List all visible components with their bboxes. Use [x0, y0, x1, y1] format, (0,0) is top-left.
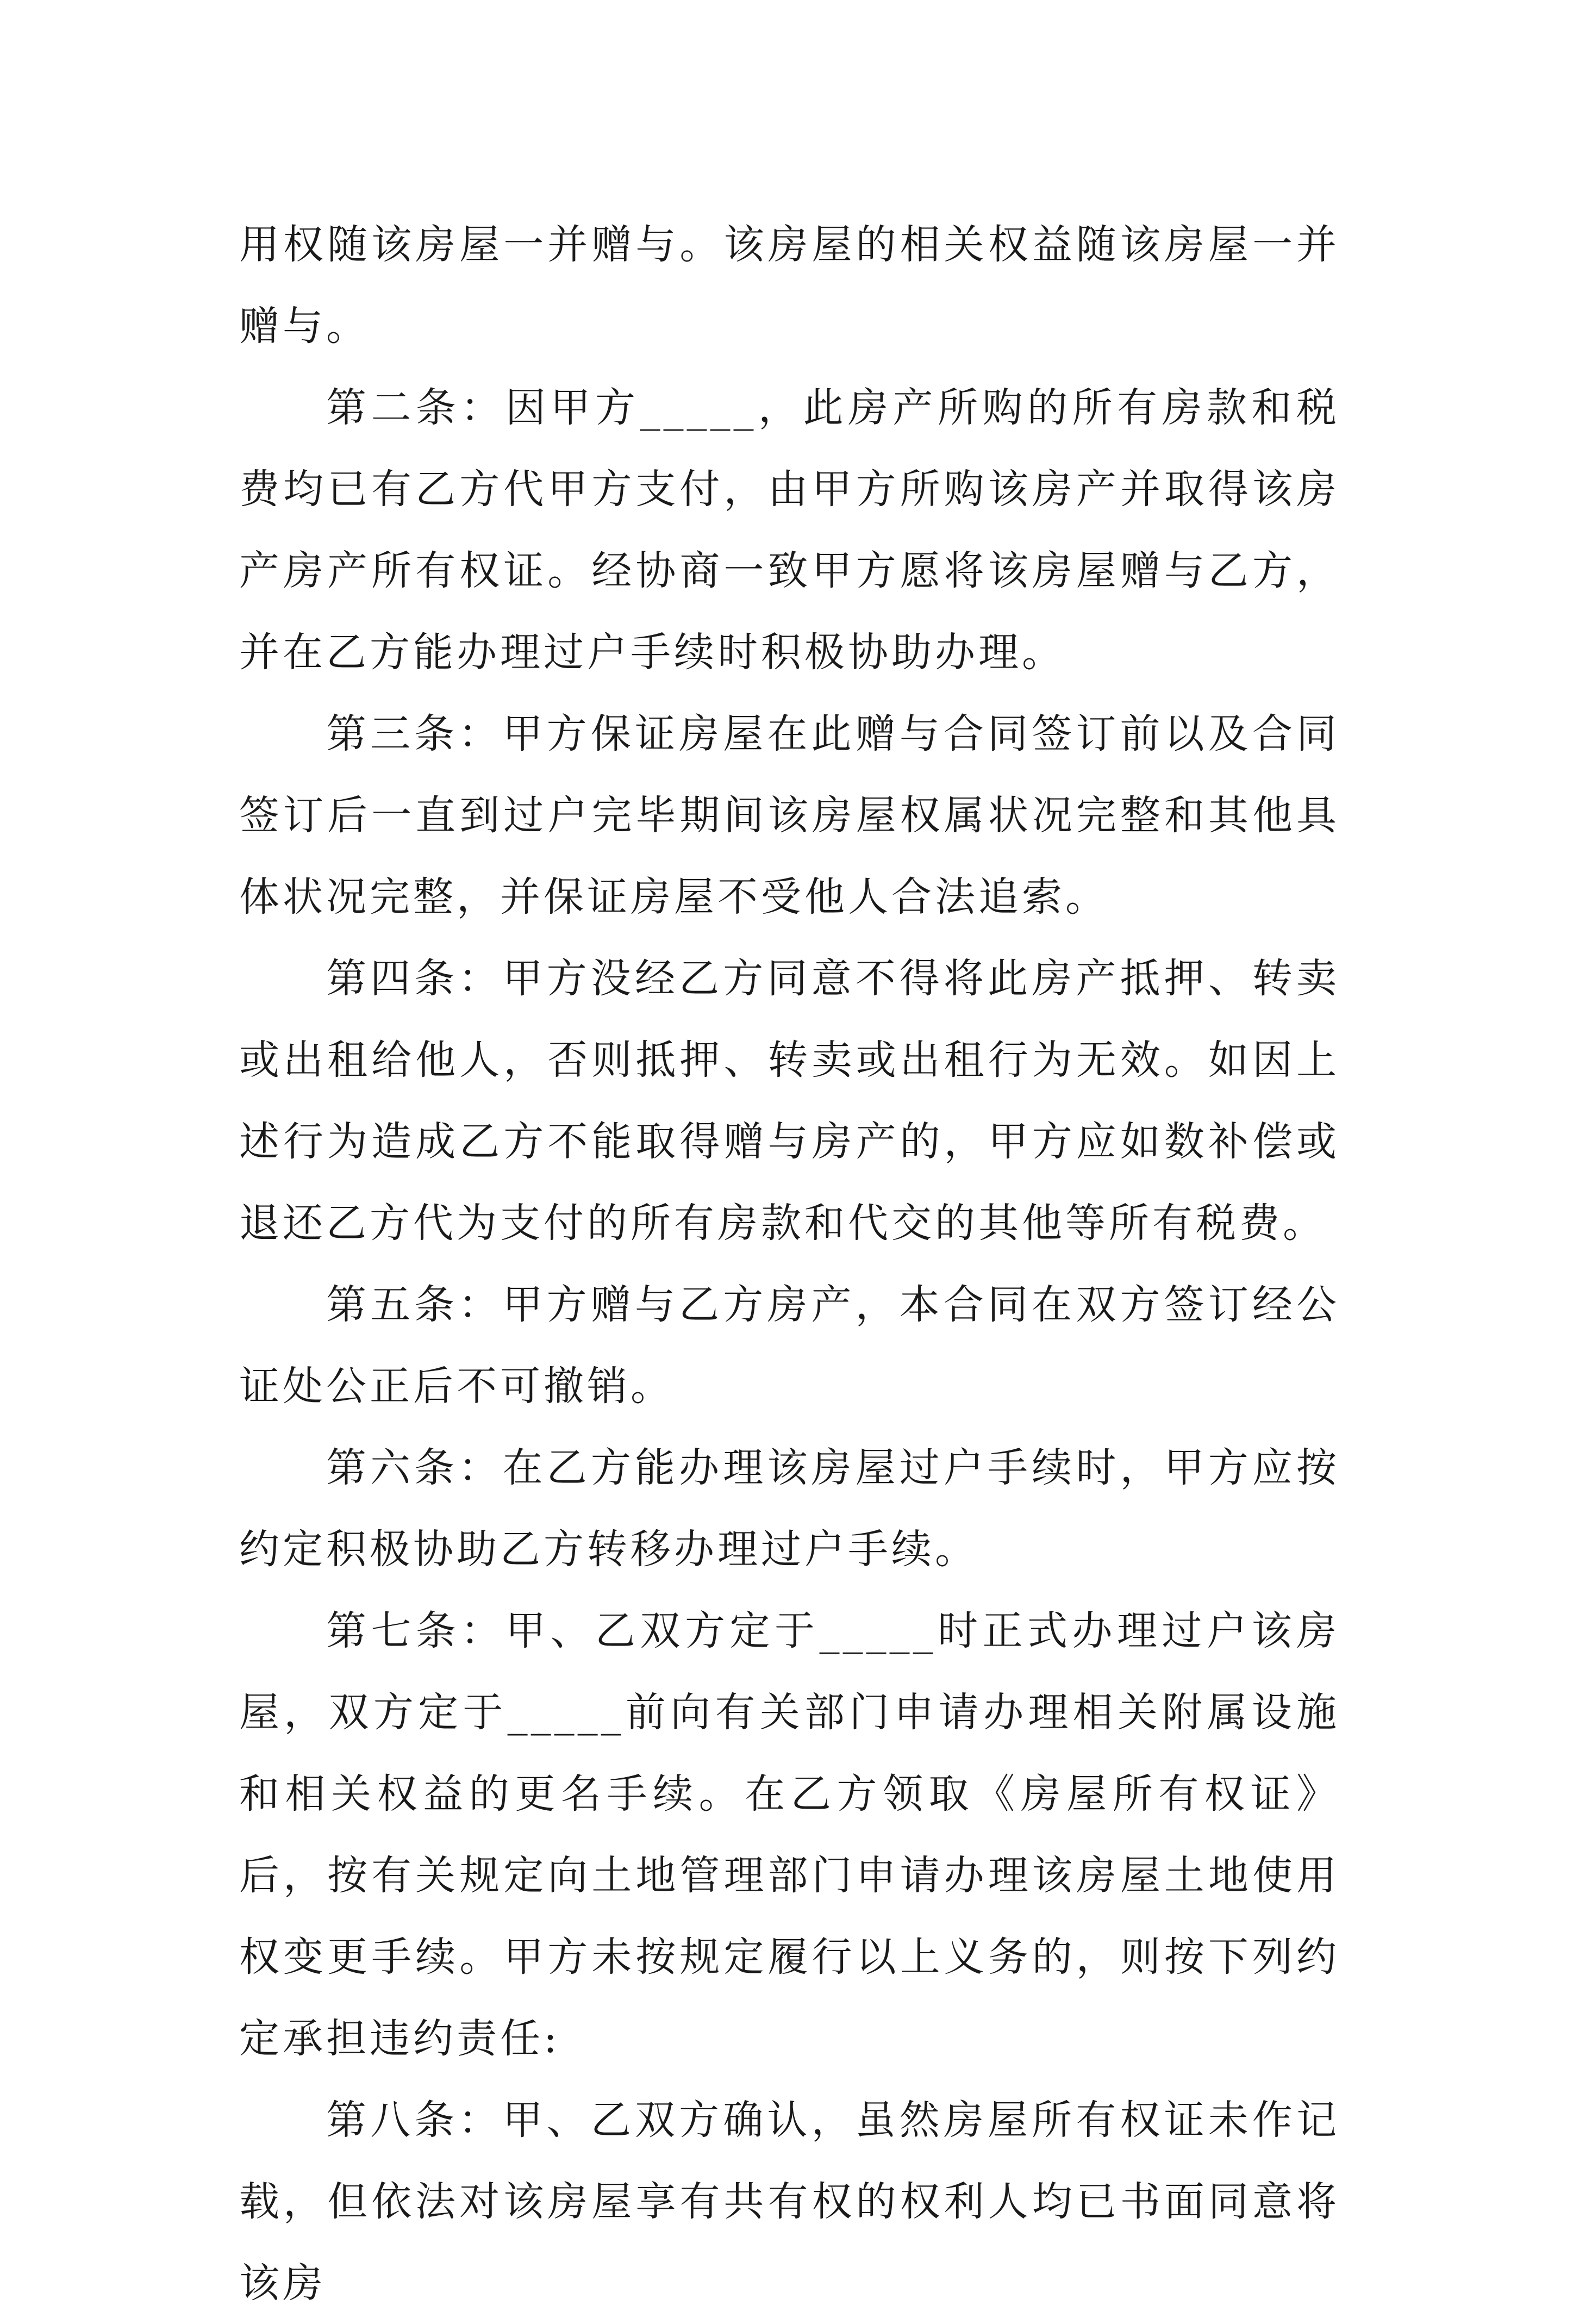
paragraph-article-8: 第八条：甲、乙双方确认，虽然房屋所有权证未作记载，但依法对该房屋享有共有权的权利人均已书面同意将该房 [239, 2097, 1340, 2307]
paragraph-article-6: 第六条：在乙方能办理该房屋过户手续时，甲方应按约定积极协助乙方转移办理过户手续。 [239, 1444, 1340, 1573]
paragraph-article-7: 第七条：甲、乙双方定于_____时正式办理过户该房屋，双方定于_____前向有关部门申请办理相关附属设施和相关权益的更名手续。在乙方领取《房屋所有权证》后，按有关规定向土地管理部门申请办理该房屋土地使用权变更手续。甲方未按规定履行以上义务的，则按下列约定承担违约责任: [239, 1608, 1340, 2062]
paragraph-article-4: 第四条：甲方没经乙方同意不得将此房产抵押、转卖或出租给他人，否则抵押、转卖或出租行为无效。如因上述行为造成乙方不能取得赠与房产的，甲方应如数补偿或退还乙方代为支付的所有房款和代交的其他等所有税费。 [239, 955, 1340, 1247]
paragraph-article-5: 第五条：甲方赠与乙方房产，本合同在双方签订经公证处公正后不可撤销。 [239, 1281, 1340, 1410]
document-body [239, 204, 1340, 2324]
paragraph-continuation: 用权随该房屋一并赠与。该房屋的相关权益随该房屋一并赠与。 [239, 221, 1340, 350]
paragraph-article-2: 第二条：因甲方_____，此房产所购的所有房款和税费均已有乙方代甲方支付，由甲方所购该房产并取得该房产房产所有权证。经协商一致甲方愿将该房屋赠与乙方，并在乙方能办理过户手续时积极协助办理。 [239, 384, 1340, 676]
paragraph-article-3: 第三条：甲方保证房屋在此赠与合同签订前以及合同签订后一直到过户完毕期间该房屋权属状况完整和其他具体状况完整，并保证房屋不受他人合法追索。 [239, 711, 1340, 920]
